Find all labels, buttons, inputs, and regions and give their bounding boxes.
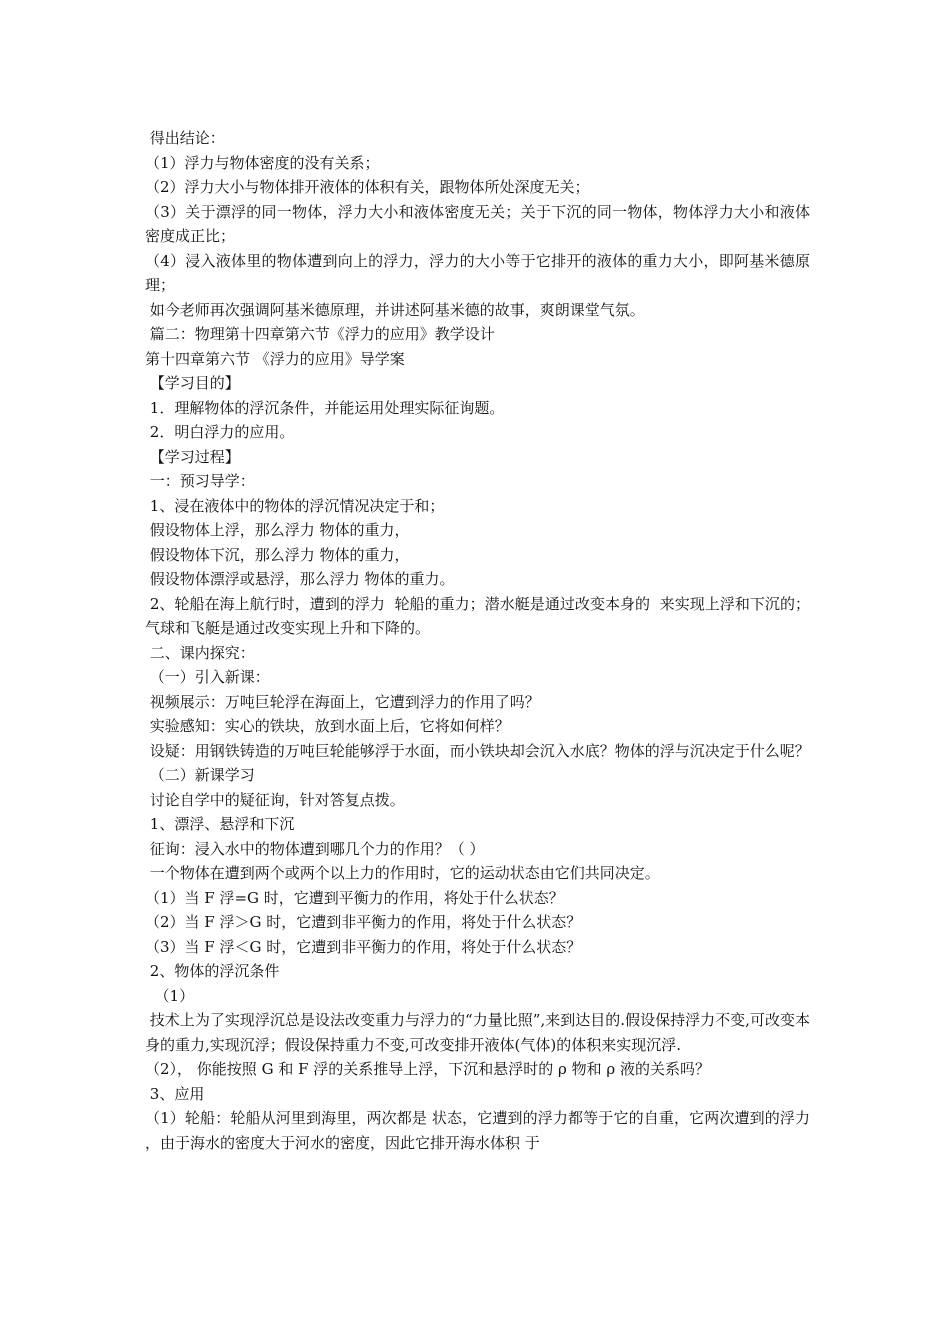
text-line: （2）浮力大小与物体排开液体的体积有关，跟物体所处深度无关； [145,178,590,196]
text-line: （一）引入新课： [145,668,270,686]
section-heading: 二、课内探究： [145,643,255,662]
text-line: 一个物体在遭到两个或两个以上力的作用时，它的运动状态由它们共同决定。 [145,864,660,882]
document-title: 第十四章第六节 《浮力的应用》导学案 [145,349,405,368]
text-line: 2．明白浮力的应用。 [145,423,295,441]
text-line: （二）新课学习 [145,766,255,784]
text-line: 假设物体下沉，那么浮力 物体的重力， [145,545,410,564]
text-line: 征询：浸入水中的物体遭到哪几个力的作用？（ ） [145,839,485,858]
text-line: 1．理解物体的浮沉条件，并能运用处理实际征询题。 [145,398,505,417]
text-line: （1）浮力与物体密度的没有关系； [145,153,380,172]
text-line: （4）浸入液体里的物体遭到向上的浮力，浮力的大小等于它排开的液体的重力大小，即阿基米德原理； [145,251,810,294]
text-line: 2、物体的浮沉条件 [145,962,280,980]
text-line: 3、应用 [145,1084,205,1103]
text-line: 2、轮船在海上航行时，遭到的浮力 轮船的重力；潜水艇是通过改变本身的 来实现上浮和下沉的；气球和飞艇是通过改变实现上升和下降的。 [145,594,810,637]
text-line: 1、漂浮、悬浮和下沉 [145,815,295,833]
document-body [145,126,815,1155]
text-line: （2）， 你能按照 G 和 F 浮的关系推导上浮，下沉和悬浮时的 ρ 物和 ρ 液的关系吗？ [145,1060,710,1078]
text-line: 设疑：用钢铁铸造的万吨巨轮能够浮于水面，而小铁块却会沉入水底？物体的浮与沉决定于什么呢？ [145,741,810,760]
text-line: 1、浸在液体中的物体的浮沉情况决定于和； [145,496,445,515]
text-line: 假设物体上浮，那么浮力 物体的重力， [145,521,410,539]
text-line: （3）关于漂浮的同一物体，浮力大小和液体密度无关；关于下沉的同一物体，物体浮力大小和液体密度成正比； [145,202,810,245]
section-heading: 【学习目的】 [145,374,240,392]
text-line: 一：预习导学： [145,472,255,490]
text-line: （2）当 F 浮＞G 时，它遭到非平衡力的作用，将处于什么状态？ [145,913,582,931]
text-line: 假设物体漂浮或悬浮，那么浮力 物体的重力。 [145,570,455,588]
text-line: （1） [145,986,195,1005]
text-line: 视频展示：万吨巨轮浮在海面上，它遭到浮力的作用了吗？ [145,692,540,711]
section-heading: 【学习过程】 [145,447,240,466]
text-line: 讨论自学中的疑征询，针对答复点拨。 [145,790,405,809]
text-line: （3）当 F 浮＜G 时，它遭到非平衡力的作用，将处于什么状态？ [145,937,582,956]
text-line: 实验感知：实心的铁块，放到水面上后，它将如何样？ [145,717,510,735]
text-line: 技术上为了实现浮沉总是设法改变重力与浮力的“力量比照”,来到达目的.假设保持浮力不变,可改变本身的重力,实现沉浮；假设保持重力不变,可改变排开液体(气体)的体积来实现沉浮. [145,1011,810,1054]
text-line: （1）当 F 浮=G 时，它遭到平衡力的作用，将处于什么状态？ [145,888,564,907]
text-line: 得出结论： [145,129,225,147]
section-heading: 篇二：物理第十四章第六节《浮力的应用》教学设计 [145,325,495,343]
text-line: （1）轮船：轮船从河里到海里，两次都是 状态，它遭到的浮力都等于它的自重，它两次遭到的浮力 ，由于海水的密度大于河水的密度，因此它排开海水体积 于 [145,1109,815,1152]
text-line: 如今老师再次强调阿基米德原理，并讲述阿基米德的故事，爽朗课堂气氛。 [145,300,645,319]
